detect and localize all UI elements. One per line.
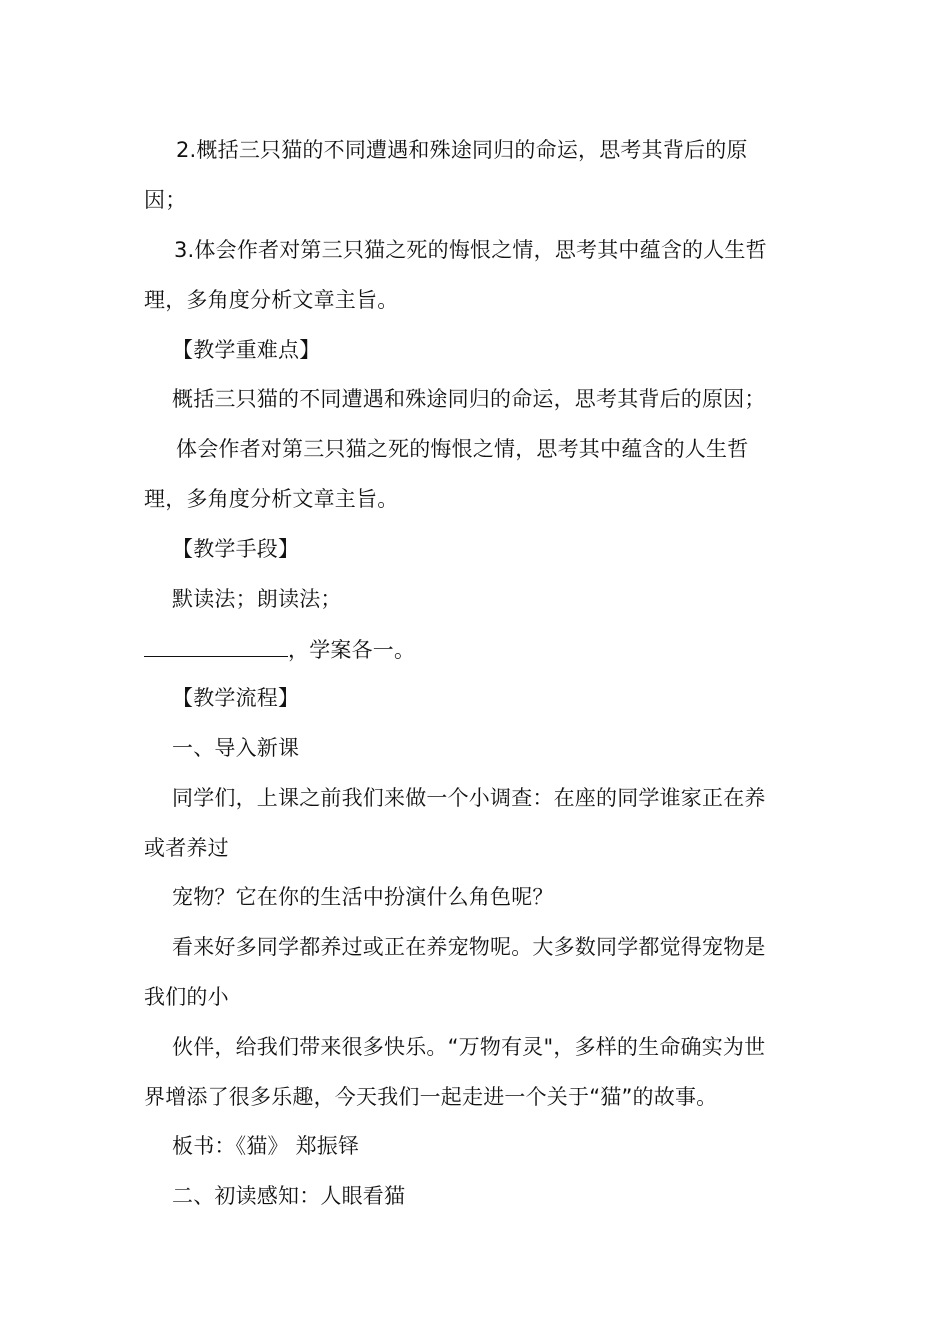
key-point-2: 体会作者对第三只猫之死的悔恨之情，思考其中蕴含的人生哲: [176, 437, 749, 461]
fill-in-blank: [144, 634, 288, 657]
section-heading-teaching-process: 【教学流程】: [172, 686, 300, 710]
intro-paragraph-4: 伙伴，给我们带来很多快乐。“万物有灵"，多样的生命确实为世: [172, 1035, 766, 1059]
intro-paragraph-3-continued: 我们的小: [144, 985, 229, 1009]
intro-paragraph-4-continued: 界增添了很多乐趣，今天我们一起走进一个关于“猫”的故事。: [144, 1085, 718, 1109]
section-heading-key-difficult-points: 【教学重难点】: [172, 338, 321, 362]
key-point-2-continued: 理，多角度分析文章主旨。: [144, 487, 399, 511]
intro-paragraph-1: 同学们，上课之前我们来做一个小调查：在座的同学谁家正在养: [172, 786, 766, 810]
intro-paragraph-2: 宠物？它在你的生活中扮演什么角色呢？: [172, 885, 554, 909]
materials-line: [144, 634, 824, 665]
key-point-1: 概括三只猫的不同遭遇和殊途同归的命运，思考其背后的原因；: [172, 387, 766, 411]
objective-2-continued: 因；: [144, 188, 187, 212]
teaching-methods: 默读法；朗读法；: [172, 587, 342, 611]
step-2-heading: 二、初读感知：人眼看猫: [172, 1184, 406, 1208]
objective-3: 3.体会作者对第三只猫之死的悔恨之情，思考其中蕴含的人生哲: [174, 238, 767, 262]
objective-3-continued: 理，多角度分析文章主旨。: [144, 288, 399, 312]
blackboard-writing: 板书：《猫》 郑振铎: [172, 1134, 360, 1158]
step-1-heading: 一、导入新课: [172, 736, 300, 760]
section-heading-teaching-means: 【教学手段】: [172, 537, 300, 561]
objective-2: 2.概括三只猫的不同遭遇和殊途同归的命运，思考其背后的原: [176, 138, 748, 162]
intro-paragraph-1-continued: 或者养过: [144, 836, 229, 860]
intro-paragraph-3: 看来好多同学都养过或正在养宠物呢。大多数同学都觉得宠物是: [172, 935, 766, 959]
materials-text: ，学案各一。: [288, 638, 416, 662]
